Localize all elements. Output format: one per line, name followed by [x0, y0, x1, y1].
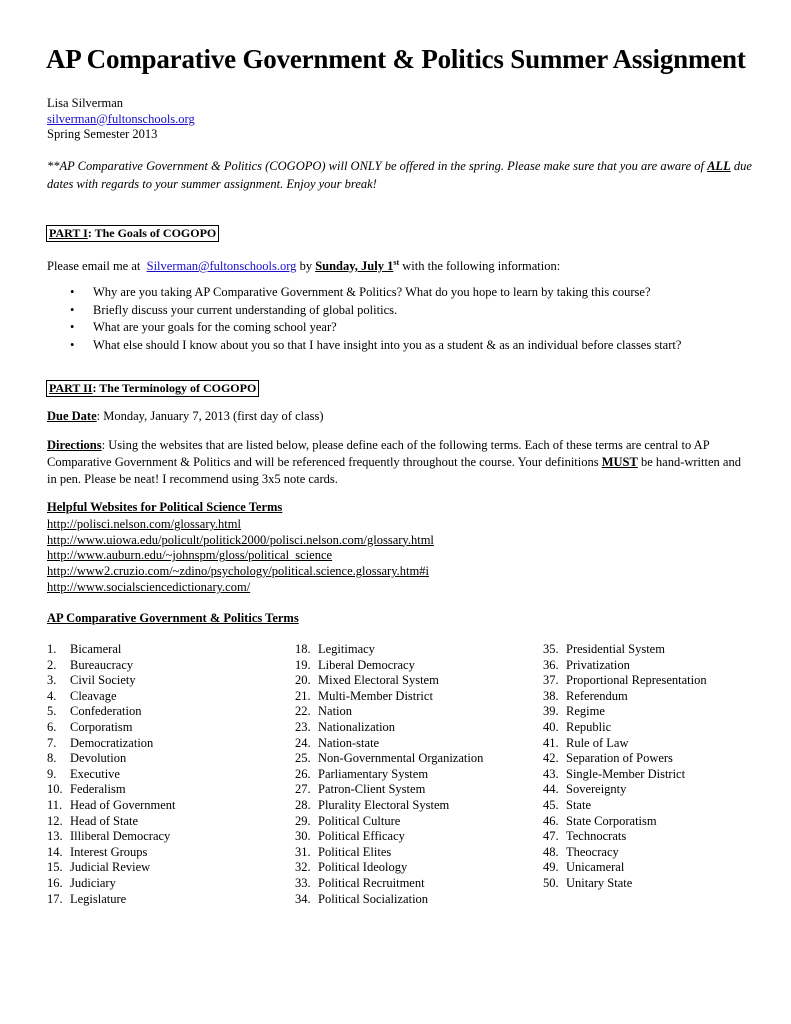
semester-label: Spring Semester 2013	[47, 127, 158, 141]
term-text: Legislature	[70, 891, 127, 906]
list-item	[47, 860, 176, 876]
term-number: 39.	[543, 704, 559, 719]
intro-due-date: Sunday, July 1	[315, 259, 394, 274]
term-text: Rule of Law	[566, 735, 629, 750]
term-text: Interest Groups	[70, 844, 148, 859]
term-number: 17.	[47, 891, 63, 906]
term-text: Proportional Representation	[566, 673, 707, 688]
part1-intro	[47, 254, 560, 275]
term-number: 42.	[543, 751, 559, 766]
list-item	[47, 658, 176, 674]
term-text: Sovereignty	[566, 782, 627, 797]
term-number: 10.	[47, 782, 63, 797]
list-item	[47, 845, 176, 861]
term-number: 45.	[543, 797, 559, 812]
term-number: 2.	[47, 657, 57, 672]
part1-heading-label: PART I	[49, 226, 88, 240]
due-date-label: Due Date	[47, 409, 97, 423]
list-item	[543, 673, 707, 689]
term-text: Nation-state	[318, 735, 380, 750]
list-item	[543, 845, 707, 861]
list-item	[295, 860, 483, 876]
term-text: Multi-Member District	[318, 688, 433, 703]
list-item	[295, 642, 483, 658]
term-text: Political Ideology	[318, 860, 408, 875]
term-number: 38.	[543, 688, 559, 703]
directions-label: Directions	[47, 438, 102, 452]
term-number: 4.	[47, 688, 57, 703]
term-number: 33.	[295, 875, 311, 890]
term-text: Civil Society	[70, 673, 136, 688]
term-text: Illiberal Democracy	[70, 829, 171, 844]
term-number: 18.	[295, 642, 311, 656]
list-item	[543, 829, 707, 845]
list-item	[295, 736, 483, 752]
list-item	[543, 876, 707, 892]
list-item	[295, 767, 483, 783]
list-item	[543, 860, 707, 876]
term-text: Technocrats	[566, 829, 627, 844]
term-number: 29.	[295, 813, 311, 828]
term-number: 3.	[47, 673, 57, 688]
term-number: 8.	[47, 751, 57, 766]
term-text: Unitary State	[566, 875, 633, 890]
website-link[interactable]: http://www.uiowa.edu/policult/politick2000/polisci.nelson.com/glossary.html	[47, 532, 434, 547]
term-text: Nation	[318, 704, 353, 719]
websites-heading: Helpful Websites for Political Science Terms	[47, 500, 283, 514]
list-item	[295, 798, 483, 814]
terms-column-1	[47, 642, 176, 907]
term-number: 34.	[295, 891, 311, 906]
term-number: 13.	[47, 829, 63, 844]
list-item	[47, 704, 176, 720]
teacher-info	[47, 96, 195, 143]
list-item	[295, 845, 483, 861]
term-text: Political Socialization	[318, 891, 429, 906]
term-number: 14.	[47, 844, 63, 859]
list-item	[47, 736, 176, 752]
list-item	[543, 658, 707, 674]
directions-emphasis: MUST	[601, 455, 638, 469]
term-text: Judiciary	[70, 875, 116, 890]
list-item	[543, 767, 707, 783]
term-number: 47.	[543, 829, 559, 844]
term-text: Patron-Client System	[318, 782, 426, 797]
websites-section	[47, 500, 434, 596]
directions-text-end: be hand-written and in pen. Please be neat! I recommend using 3x5 note cards.	[47, 455, 741, 486]
term-number: 6.	[47, 719, 57, 734]
term-text: Unicameral	[566, 860, 625, 875]
website-link[interactable]: http://polisci.nelson.com/glossary.html	[47, 516, 241, 531]
part1-heading	[46, 225, 219, 242]
term-text: Confederation	[70, 704, 142, 719]
list-item	[543, 720, 707, 736]
list-item	[47, 782, 176, 798]
term-number: 15.	[47, 860, 63, 875]
term-text: Separation of Powers	[566, 751, 673, 766]
term-number: 23.	[295, 719, 311, 734]
term-number: 35.	[543, 642, 559, 656]
list-item	[47, 689, 176, 705]
term-number: 9.	[47, 766, 57, 781]
directions-text: : Using the websites that are listed below, please define each of the following terms. Each of these terms are central to AP Comparative Government & Politics and will be referenced frequently throughout the course. Your definitions	[47, 438, 710, 469]
term-number: 5.	[47, 704, 57, 719]
term-number: 41.	[543, 735, 559, 750]
list-item	[295, 892, 483, 908]
list-item: • Why are you taking AP Comparative Government & Politics? What do you hope to learn by taking this course?	[70, 284, 681, 302]
page-title: AP Comparative Government & Politics Summer Assignment	[46, 44, 746, 74]
term-text: Legitimacy	[318, 642, 375, 656]
term-number: 43.	[543, 766, 559, 781]
intro-by-text: by	[296, 259, 316, 274]
website-link[interactable]: http://www.auburn.edu/~johnspm/gloss/political_science	[47, 548, 333, 563]
term-text: Bicameral	[70, 642, 122, 656]
list-item	[543, 751, 707, 767]
part1-question-list	[70, 284, 681, 354]
list-item	[543, 736, 707, 752]
notice-text-end: due dates with regards to your summer assignment. Enjoy your break!	[47, 159, 752, 191]
list-item	[47, 642, 176, 658]
list-item: • What else should I know about you so that I have insight into you as a student & as an individual before classes start?	[70, 337, 681, 355]
term-number: 24.	[295, 735, 311, 750]
term-text: Referendum	[566, 688, 628, 703]
directions-paragraph	[47, 437, 747, 488]
term-text: Democratization	[70, 735, 154, 750]
term-number: 20.	[295, 673, 311, 688]
list-item	[295, 704, 483, 720]
term-text: Cleavage	[70, 688, 117, 703]
list-item	[543, 689, 707, 705]
list-item	[295, 751, 483, 767]
term-text: Political Efficacy	[318, 829, 405, 844]
list-item: • What are your goals for the coming school year?	[70, 319, 681, 337]
term-text: State	[566, 797, 591, 812]
term-text: Theocracy	[566, 844, 619, 859]
list-item	[47, 876, 176, 892]
term-number: 46.	[543, 813, 559, 828]
term-number: 40.	[543, 719, 559, 734]
term-number: 25.	[295, 751, 311, 766]
term-text: Presidential System	[566, 642, 665, 656]
list-item	[295, 876, 483, 892]
part2-heading	[46, 380, 259, 397]
part1-heading-title: : The Goals of COGOPO	[87, 226, 217, 240]
list-item	[295, 673, 483, 689]
term-text: State Corporatism	[566, 813, 657, 828]
list-item	[47, 798, 176, 814]
term-number: 28.	[295, 797, 311, 812]
teacher-name: Lisa Silverman	[47, 96, 124, 110]
intro-text-end: with the following information:	[399, 259, 561, 274]
term-number: 49.	[543, 860, 559, 875]
term-number: 30.	[295, 829, 311, 844]
notice-emphasis: ALL	[707, 159, 731, 173]
list-item	[295, 829, 483, 845]
list-item	[543, 814, 707, 830]
list-item	[47, 673, 176, 689]
list-item	[295, 782, 483, 798]
intro-text: Please email me at	[47, 259, 144, 274]
list-item	[47, 892, 176, 908]
due-date-line	[47, 408, 324, 425]
list-item	[47, 720, 176, 736]
term-text: Liberal Democracy	[318, 657, 415, 672]
term-text: Nationalization	[318, 719, 396, 734]
term-text: Head of Government	[70, 797, 176, 812]
intro-email-link[interactable]: Silverman@fultonschools.org	[146, 259, 297, 274]
term-text: Executive	[70, 766, 120, 781]
term-number: 1.	[47, 642, 57, 656]
website-link[interactable]: http://www.socialsciencedictionary.com/	[47, 579, 251, 594]
term-number: 21.	[295, 688, 311, 703]
term-number: 19.	[295, 657, 311, 672]
term-number: 12.	[47, 813, 63, 828]
term-number: 37.	[543, 673, 559, 688]
terms-column-2	[295, 642, 483, 907]
term-text: Devolution	[70, 751, 127, 766]
list-item	[543, 642, 707, 658]
term-text: Political Recruitment	[318, 875, 425, 890]
list-item	[295, 720, 483, 736]
term-text: Mixed Electoral System	[318, 673, 439, 688]
term-text: Judicial Review	[70, 860, 151, 875]
term-number: 32.	[295, 860, 311, 875]
term-number: 26.	[295, 766, 311, 781]
term-text: Republic	[566, 719, 612, 734]
term-text: Head of State	[70, 813, 139, 828]
list-item	[47, 767, 176, 783]
term-number: 44.	[543, 782, 559, 797]
intro-due-date-suffix: st	[393, 258, 400, 267]
term-number: 27.	[295, 782, 311, 797]
term-text: Privatization	[566, 657, 630, 672]
notice-text: **AP Comparative Government & Politics (COGOPO) will ONLY be offered in the spring. Please make sure that you are aware of	[47, 159, 708, 173]
term-number: 48.	[543, 844, 559, 859]
term-text: Single-Member District	[566, 766, 686, 781]
list-item	[543, 798, 707, 814]
term-text: Plurality Electoral System	[318, 797, 450, 812]
website-link[interactable]: http://www2.cruzio.com/~zdino/psychology/political.science.glossary.htm#i	[47, 564, 429, 579]
term-text: Federalism	[70, 782, 126, 797]
list-item	[295, 689, 483, 705]
list-item	[295, 814, 483, 830]
term-text: Bureaucracy	[70, 657, 134, 672]
term-number: 22.	[295, 704, 311, 719]
term-text: Political Culture	[318, 813, 401, 828]
part2-heading-title: : The Terminology of COGOPO	[92, 381, 257, 395]
list-item: • Briefly discuss your current understanding of global politics.	[70, 302, 681, 320]
term-text: Non-Governmental Organization	[318, 751, 484, 766]
terms-heading: AP Comparative Government & Politics Terms	[47, 611, 299, 625]
term-number: 7.	[47, 735, 57, 750]
teacher-email-link[interactable]: silverman@fultonschools.org	[47, 111, 195, 126]
term-number: 16.	[47, 875, 63, 890]
list-item	[295, 658, 483, 674]
list-item	[47, 751, 176, 767]
due-date-value: : Monday, January 7, 2013 (first day of class)	[96, 409, 324, 423]
list-item	[47, 814, 176, 830]
term-text: Corporatism	[70, 719, 133, 734]
term-number: 50.	[543, 875, 559, 890]
list-item	[543, 704, 707, 720]
part2-heading-label: PART II	[49, 381, 93, 395]
spring-notice	[47, 157, 757, 193]
term-number: 11.	[47, 797, 63, 812]
term-text: Political Elites	[318, 844, 392, 859]
list-item	[543, 782, 707, 798]
terms-column-3	[543, 642, 707, 892]
list-item	[47, 829, 176, 845]
term-number: 31.	[295, 844, 311, 859]
term-text: Parliamentary System	[318, 766, 429, 781]
term-number: 36.	[543, 657, 559, 672]
term-text: Regime	[566, 704, 605, 719]
